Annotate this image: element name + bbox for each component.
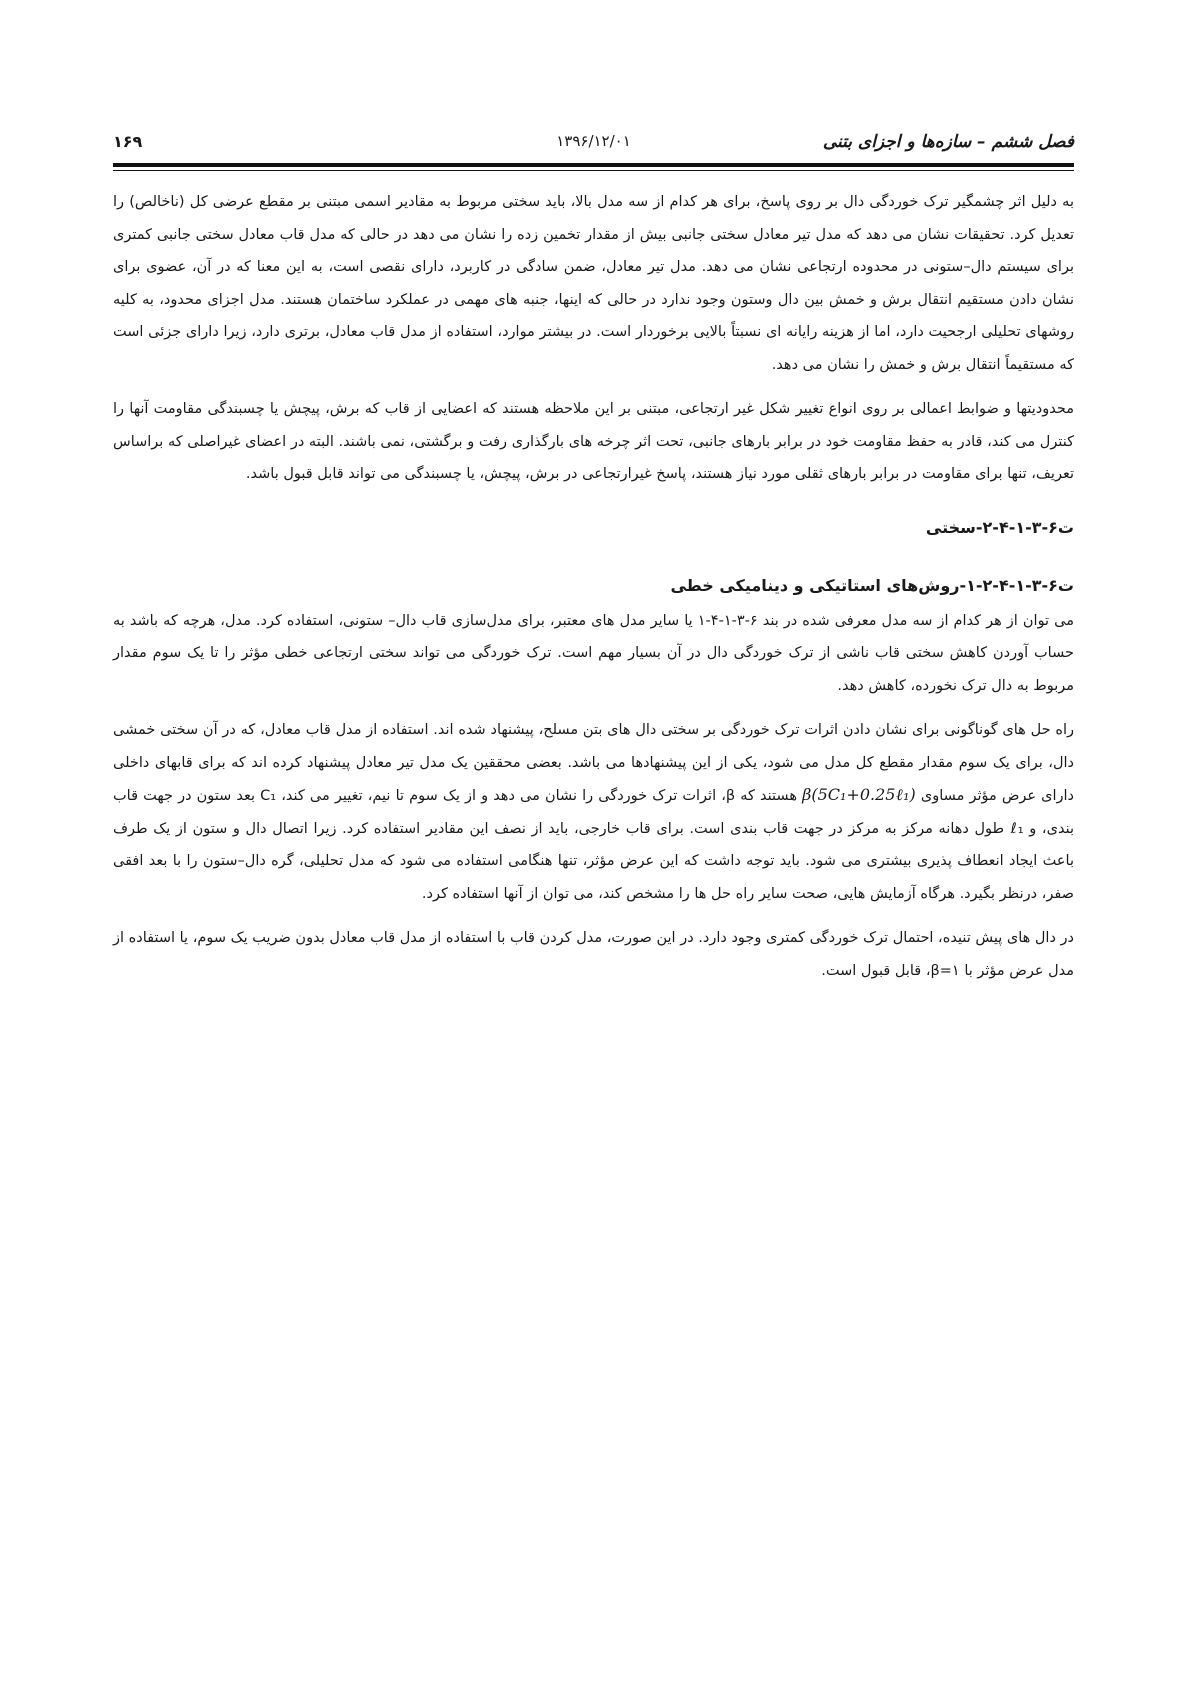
chapter-title: فصل ششم – سازه‌ها و اجزای بتنی [822,132,1074,152]
header-date: ۱۳۹۶/۱۲/۰۱ [556,132,631,150]
subsection-heading-linear-methods: ت۶-۳-۱-۴-۲-۱-روش‌های استاتیکی و دینامیکی خطی [670,575,1074,595]
paragraph-effective-width-text-a: راه حل های گوناگونی برای نشان دادن اثرات ترک خوردگی بر سختی دال های بتن مسلح، پیشنهاد شده اند. استفاده از مدل قاب معادل، که در آن سختی خمشی دال، برای یک سوم مقدار مقطع کل مدل می شود، یکی از این پیشنهادها می باشد. بعضی محققین یک مدل تیر معادل پیشنهاد کرده اند که برای قابهای داخلی دارای عرض مؤثر مساوی [113,722,1074,804]
header-rule-thick [113,163,1074,167]
page-body [113,186,1074,999]
header-rule-thin [113,170,1074,171]
paragraph-effective-width-text-b: هستند که β، اثرات ترک خوردگی را نشان می دهد و از یک سوم تا نیم، تغییر می کند، C₁ بعد ستون در جهت قاب بندی، و ℓ₁ طول دهانه مرکز به مرکز در جهت قاب بندی است. برای قاب خارجی، باید از نصف این مقادیر استفاده کرد. زیرا اتصال دال و ستون از یک طرف باعث ایجاد انعطاف پذیری بیشتری می شود. باید توجه داشت که این عرض مؤثر، تنها هنگامی استفاده می شود که مدل تحلیلی، گره دال–ستون را با بعد افقی صفر، درنظر بگیرد. هرگاه آزمایش هایی، صحت سایر راه حل ها را مشخص کند، می توان از آنها استفاده کرد. [113,788,1074,902]
page-number: ۱۶۹ [113,132,143,151]
paragraph-effective-width [113,714,1074,910]
section-heading-stiffness: ت۶-۳-۱-۴-۲-سختی [925,517,1074,537]
effective-width-formula: β(5C₁+0.25ℓ₁) [802,785,916,804]
paragraph-slab-cracking: به دلیل اثر چشمگیر ترک خوردگی دال بر روی پاسخ، برای هر کدام از سه مدل بالا، باید سختی مربوط به مقادیر اسمی مبتنی بر مقطع عرضی کل (ناخالص) را تعدیل کرد. تحقیقات نشان می دهد که مدل تیر معادل سختی جانبی بیش از مقدار تخمین زده را نشان می دهد در حالی که مدل قاب معادل سختی جانبی کمتری برای سیستم دال–ستونی در محدوده ارتجاعی نشان می دهد. مدل تیر معادل، ضمن سادگی در کاربرد، دارای نقصی است، به این معنا که در آن، عضوی برای نشان دادن مستقیم انتقال برش و خمش بین دال وستون وجود ندارد در حالی که اینها، جنبه های مهمی در عملکرد ساختمان هستند. مدل اجزای محدود، به کلیه روشهای تحلیلی ارجحیت دارد، اما از هزینه رایانه ای نسبتاً بالایی برخوردار است. در بیشتر موارد، استفاده از مدل قاب معادل، برتری دارد، زیرا دارای جزئی است که مستقیماً انتقال برش و خمش را نشان می دهد. [113,194,1074,373]
paragraph-prestressed: در دال های پیش تنیده، احتمال ترک خوردگی کمتری وجود دارد. در این صورت، مدل کردن قاب با استفاده از مدل قاب معادل بدون ضریب یک سوم، یا استفاده از مدل عرض مؤثر با β=۱، قابل قبول است. [113,930,1074,979]
paragraph-modeling: می توان از هر کدام از سه مدل معرفی شده در بند ۶-۳-۱-۴-۱ یا سایر مدل های معتبر، برای مدل‌سازی قاب دال– ستونی، استفاده کرد. مدل، هرچه که باشد به حساب آوردن کاهش سختی قاب ناشی از ترک خوردگی دال در آن بسیار مهم است. ترک خوردگی می تواند سختی ارتجاعی خطی مؤثر را تا یک سوم مقدار مربوط به دال ترک نخورده، کاهش دهد. [113,612,1074,694]
page-header [113,128,1074,164]
paragraph-limitations: محدودیتها و ضوابط اعمالی بر روی انواع تغییر شکل غیر ارتجاعی، مبتنی بر این ملاحظه هستند که اعضایی از قاب که برش، پیچش یا چسبندگی مقاومت آنها را کنترل می کند، قادر به حفظ مقاومت خود در برابر بارهای جانبی، تحت اثر چرخه های بارگذاری رفت و برگشتی، نمی باشند. البته در اعضای غیراصلی که براساس تعریف، تنها برای مقاومت در برابر بارهای ثقلی مورد نیاز هستند، پاسخ غیرارتجاعی در برش، پیچش، یا چسبندگی می تواند قابل قبول باشد. [113,401,1074,482]
